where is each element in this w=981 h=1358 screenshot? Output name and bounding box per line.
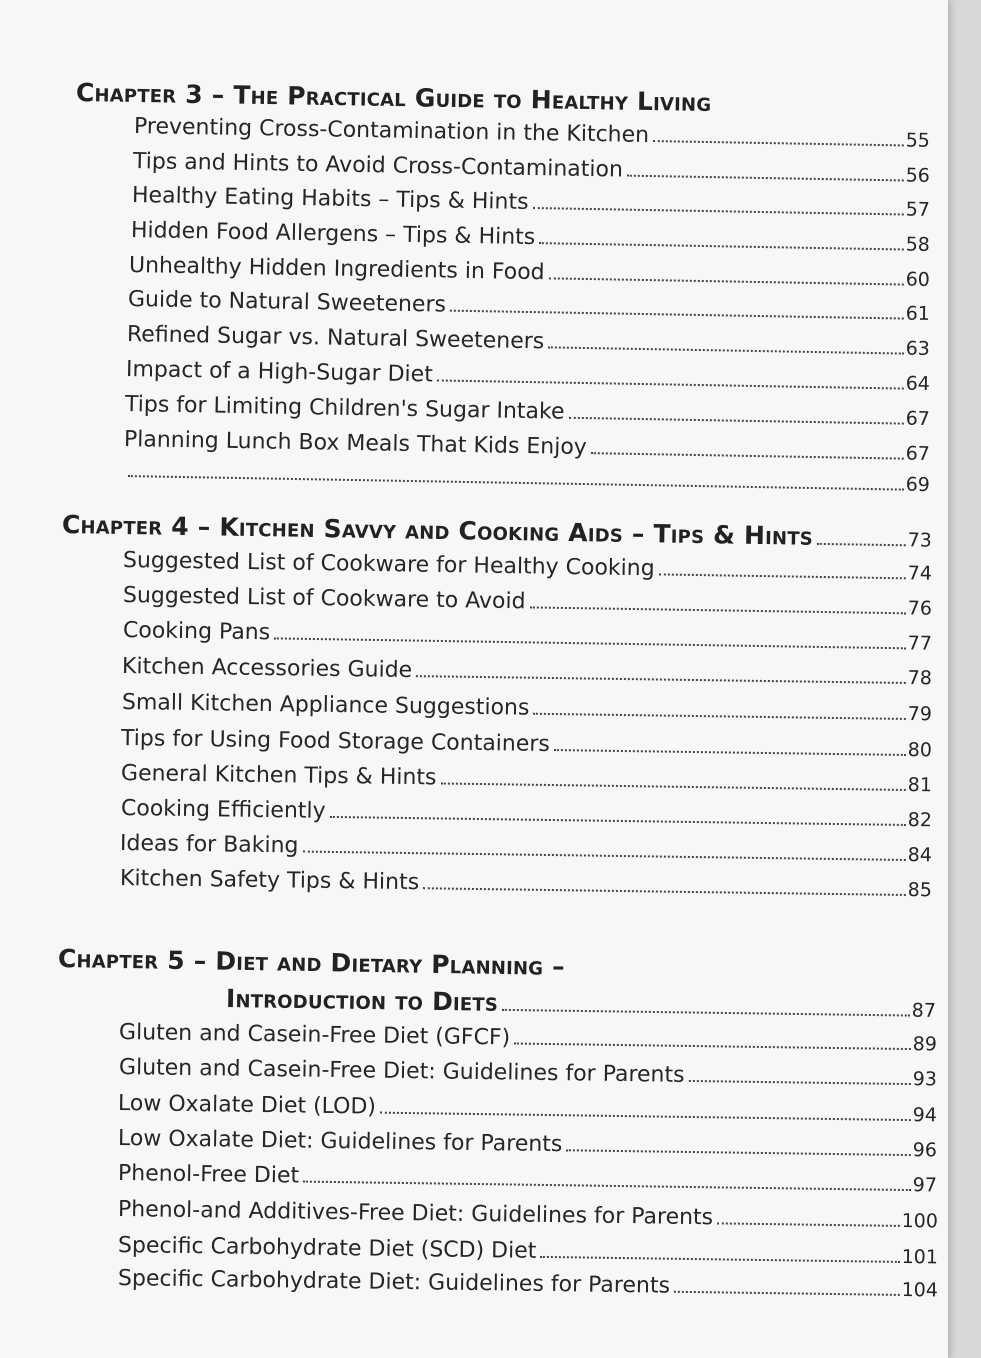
toc-entry[interactable]: Specific Carbohydrate Diet (SCD) Diet 101	[117, 1233, 939, 1269]
page-number: 67	[905, 442, 931, 466]
toc-entry[interactable]: Phenol-Free Diet 97	[117, 1161, 938, 1197]
toc-entry[interactable]: Impact of a High-Sugar Diet 64	[125, 357, 931, 396]
toc-entry[interactable]: Gluten and Casein-Free Diet: Guidelines for Parents 93	[118, 1055, 938, 1091]
toc-entry[interactable]: Tips for Using Food Storage Containers 80	[120, 726, 933, 762]
dot-leader	[450, 309, 904, 320]
toc-entry[interactable]	[124, 460, 930, 496]
dot-leader	[549, 276, 904, 285]
page-number: 84	[907, 844, 933, 867]
toc-entry[interactable]: Planning Lunch Box Meals That Kids Enjoy 67	[123, 427, 931, 466]
dot-leader	[532, 206, 903, 215]
dot-leader	[330, 815, 906, 826]
chapter-3-heading: Chapter 3 – The Practical Guide to Healthy Living	[75, 78, 712, 117]
dot-leader	[529, 605, 905, 614]
toc-entry[interactable]: Small Kitchen Appliance Suggestions 79	[121, 690, 933, 726]
page-number: 101	[901, 1245, 939, 1269]
dot-leader	[303, 1180, 911, 1191]
toc-entry[interactable]: General Kitchen Tips & Hints 81	[120, 761, 933, 797]
toc-entry[interactable]: Kitchen Safety Tips & Hints 85	[119, 866, 933, 902]
page-number: 64	[905, 372, 931, 396]
toc-entry[interactable]: Healthy Eating Habits – Tips & Hints 57	[131, 183, 931, 221]
dot-leader	[533, 712, 905, 720]
page-number: 76	[907, 597, 933, 620]
chapter-4-heading: Chapter 4 – Kitchen Savvy and Cooking Aids – Tips & Hints	[61, 510, 814, 551]
dot-leader	[502, 1008, 910, 1017]
toc-entry[interactable]: Kitchen Accessories Guide 78	[121, 654, 933, 690]
page-number: 96	[912, 1139, 938, 1162]
page-number: 57	[905, 198, 931, 221]
chapter-4-heading-row[interactable]	[62, 510, 932, 553]
toc-entry[interactable]: Gluten and Casein-Free Diet (GFCF) 89	[118, 1020, 938, 1056]
dot-leader	[540, 1255, 899, 1263]
page-number: 61	[905, 302, 931, 325]
page-number: 73	[907, 529, 933, 552]
page-number: 69	[905, 473, 931, 497]
toc-entry[interactable]: Suggested List of Cookware to Avoid 76	[122, 583, 933, 620]
dot-leader	[380, 1111, 911, 1121]
dot-leader	[717, 1221, 900, 1227]
toc-entry[interactable]: Hidden Food Allergens – Tips & Hints 58	[130, 218, 931, 256]
page-number: 89	[912, 1033, 938, 1056]
page-number: 97	[912, 1174, 938, 1197]
toc-entry[interactable]: Guide to Natural Sweeteners 61	[127, 287, 931, 325]
toc-entry[interactable]: Phenol-and Additives-Free Diet: Guidelines for Parents 100	[117, 1197, 939, 1233]
page-number: 67	[905, 407, 931, 431]
dot-leader	[514, 1042, 911, 1051]
dot-leader	[568, 416, 903, 425]
page-number: 81	[907, 773, 933, 797]
chapter-5-heading-line2: Introduction to Diets	[225, 984, 499, 1017]
chapter-5-heading-row[interactable]	[226, 984, 936, 1023]
dot-leader	[302, 850, 905, 861]
toc-entry[interactable]: Preventing Cross-Contamination in the Kitchen 55	[133, 114, 931, 152]
page-number: 85	[907, 879, 933, 902]
page-number: 74	[907, 562, 933, 585]
dot-leader	[539, 241, 904, 250]
toc-entry[interactable]: Ideas for Baking 84	[119, 831, 933, 867]
dot-leader	[128, 474, 904, 491]
page-number: 100	[901, 1209, 939, 1233]
dot-leader	[416, 674, 906, 684]
page-number: 82	[907, 808, 933, 832]
dot-leader	[627, 174, 904, 182]
toc-entry[interactable]: Tips and Hints to Avoid Cross-Contamination 56	[132, 149, 931, 187]
dot-leader	[591, 451, 904, 459]
toc-entry[interactable]: Refined Sugar vs. Natural Sweeteners 63	[126, 322, 931, 361]
page-number: 55	[905, 129, 931, 152]
page-number: 104	[901, 1278, 939, 1302]
page-number: 80	[907, 738, 933, 762]
dot-leader	[548, 345, 903, 354]
toc-entry[interactable]: Cooking Efficiently 82	[120, 796, 933, 832]
toc-entry[interactable]: Low Oxalate Diet: Guidelines for Parents 96	[117, 1126, 938, 1162]
dot-leader	[817, 542, 906, 546]
toc-entry[interactable]: Unhealthy Hidden Ingredients in Food 60	[128, 253, 931, 291]
page-number: 87	[911, 999, 937, 1022]
dot-leader	[440, 781, 905, 790]
toc-entry[interactable]: Tips for Limiting Children's Sugar Intake 67	[124, 392, 931, 431]
page-number: 77	[907, 632, 933, 655]
toc-entry[interactable]: Cooking Pans 77	[122, 618, 933, 655]
dot-leader	[554, 748, 906, 756]
dot-leader	[437, 378, 904, 389]
page-number: 58	[905, 233, 931, 256]
dot-leader	[274, 636, 906, 649]
dot-leader	[423, 886, 906, 896]
page-number: 56	[905, 164, 931, 187]
toc-entry[interactable]: Suggested List of Cookware for Healthy Cooking 74	[122, 548, 933, 585]
dot-leader	[653, 139, 904, 146]
dot-leader	[566, 1148, 910, 1156]
toc-entry[interactable]: Specific Carbohydrate Diet: Guidelines for Parents 104	[117, 1266, 939, 1302]
dot-leader	[688, 1079, 910, 1085]
page-number: 94	[912, 1104, 938, 1127]
chapter-5-heading: Chapter 5 – Diet and Dietary Planning –	[57, 944, 566, 981]
page-number: 79	[907, 702, 933, 726]
page-number: 60	[905, 268, 931, 291]
page-number: 63	[905, 337, 931, 361]
toc-entry[interactable]: Low Oxalate Diet (LOD) 94	[117, 1091, 938, 1127]
dot-leader	[659, 572, 906, 579]
page-number: 78	[907, 666, 933, 690]
dot-leader	[674, 1290, 900, 1296]
page-number: 93	[912, 1068, 938, 1091]
